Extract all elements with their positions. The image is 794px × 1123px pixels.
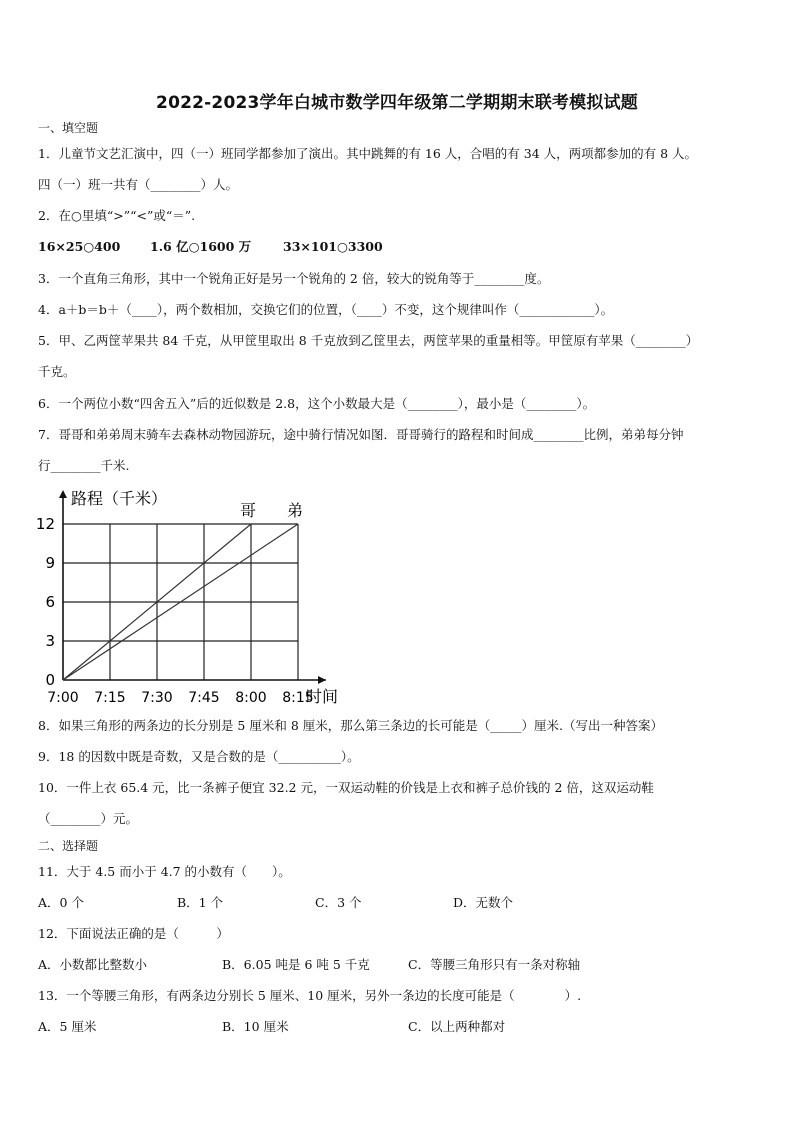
- y-axis-label: 路程（千米）: [71, 489, 168, 508]
- y-tick-label: 12: [35, 515, 55, 533]
- question-13: 13．一个等腰三角形，有两条边分别长 5 厘米、10 厘米，另外一条边的长度可能是（ ）.: [38, 988, 582, 1003]
- question-12-option-b: B．6.05 吨是 6 吨 5 千克: [222, 957, 370, 972]
- question-10-line-2: （________）元。: [38, 811, 139, 826]
- x-tick-label: 7:15: [94, 690, 126, 706]
- question-13-option-b: B．10 厘米: [222, 1019, 289, 1034]
- question-8: 8．如果三角形的两条边的长分别是 5 厘米和 8 厘米，那么第三条边的长可能是（_____）厘米.（写出一种答案）: [38, 718, 663, 733]
- question-11-option-a: A．0 个: [38, 895, 84, 910]
- series-label: 哥: [239, 501, 257, 520]
- question-1-line-2: 四（一）班一共有（________）人。: [38, 177, 239, 192]
- x-axis-arrow-icon: [318, 676, 326, 684]
- question-11: 11．大于 4.5 而小于 4.7 的小数有（ ）。: [38, 864, 291, 879]
- page-title: 2022-2023学年白城市数学四年级第二学期期末联考模拟试题: [156, 93, 638, 113]
- y-tick-label: 3: [45, 632, 55, 650]
- x-tick-label: 7:00: [47, 690, 79, 706]
- x-tick-label: 8:15: [282, 690, 314, 706]
- question-1-line-1: 1．儿童节文艺汇演中，四（一）班同学都参加了演出。其中跳舞的有 16 人，合唱的有 34 人，两项都参加的有 8 人。: [38, 146, 698, 161]
- question-6: 6．一个两位小数“四舍五入”后的近似数是 2.8，这个小数最大是（________），最小是（________）。: [38, 396, 596, 411]
- y-tick-label: 6: [45, 593, 55, 611]
- question-2-item-b: 1.6 亿○1600 万: [150, 239, 252, 254]
- question-2-item-a: 16×25○400: [38, 239, 121, 254]
- question-2-line-1: 2．在○里填“>”“<”或“＝”.: [38, 208, 196, 223]
- question-9: 9．18 的因数中既是奇数，又是合数的是（__________）。: [38, 749, 360, 764]
- x-axis-label: 时间: [306, 687, 339, 706]
- question-11-option-d: D．无数个: [453, 895, 514, 910]
- question-7-line-2: 行________千米.: [38, 458, 130, 473]
- question-11-option-b: B．1 个: [177, 895, 224, 910]
- x-tick-label: 7:30: [141, 690, 173, 706]
- x-tick-label: 8:00: [235, 690, 267, 706]
- x-tick-label: 7:45: [188, 690, 220, 706]
- question-13-option-a: A．5 厘米: [38, 1019, 97, 1034]
- y-tick-label: 0: [45, 671, 55, 689]
- question-10-line-1: 10．一件上衣 65.4 元，比一条裤子便宜 32.2 元，一双运动鞋的价钱是上衣和裤子总价钱的 2 倍，这双运动鞋: [38, 780, 654, 795]
- series-label: 弟: [286, 501, 304, 520]
- question-7-line-1: 7．哥哥和弟弟周末骑车去森林动物园游玩，途中骑行情况如图．哥哥骑行的路程和时间成________比例，弟弟每分钟: [38, 427, 684, 442]
- section-choice-heading: 二、选择题: [38, 839, 99, 853]
- question-12-option-c: C．等腰三角形只有一条对称轴: [408, 957, 581, 972]
- question-4: 4．a＋b＝b＋（____），两个数相加，交换它们的位置，（____）不变，这个规律叫作（____________）。: [38, 302, 614, 317]
- question-3: 3．一个直角三角形，其中一个锐角正好是另一个锐角的 2 倍，较大的锐角等于________度。: [38, 271, 550, 286]
- question-5-line-1: 5．甲、乙两筐苹果共 84 千克，从甲筐里取出 8 千克放到乙筐里去，两筐苹果的重量相等。甲筐原有苹果（________）: [38, 333, 699, 348]
- question-5-line-2: 千克。: [38, 364, 76, 379]
- question-2-item-c: 33×101○3300: [283, 239, 383, 254]
- y-tick-label: 9: [45, 554, 55, 572]
- question-11-option-c: C．3 个: [315, 895, 362, 910]
- section-fill-blank-heading: 一、填空题: [38, 121, 99, 135]
- question-12-option-a: A．小数都比整数小: [38, 957, 148, 972]
- question-12: 12．下面说法正确的是（ ）: [38, 926, 229, 941]
- y-axis-arrow-icon: [59, 490, 67, 498]
- distance-time-chart: [30, 484, 390, 709]
- question-13-option-c: C．以上两种都对: [408, 1019, 506, 1034]
